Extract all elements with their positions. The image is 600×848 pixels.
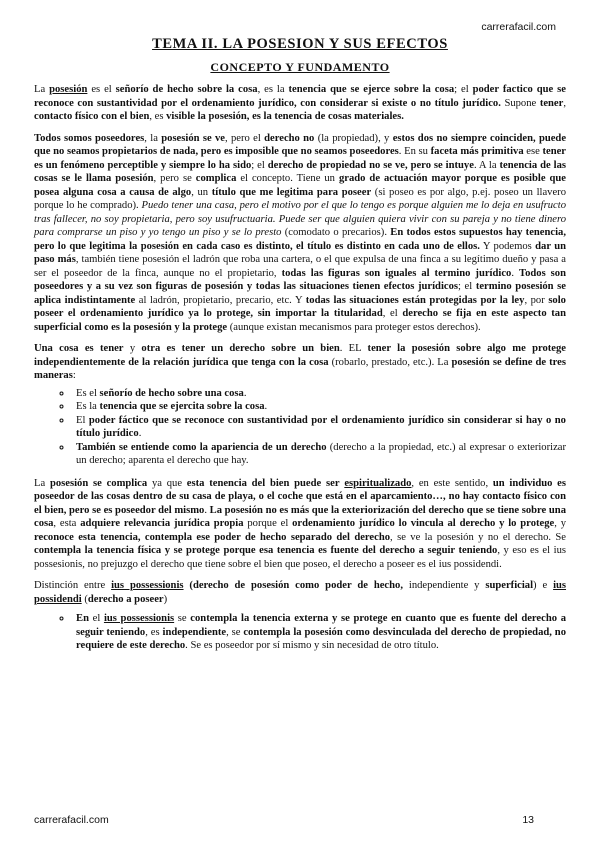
footer-site-name: carrerafacil.com [34,814,109,826]
section-subtitle: CONCEPTO Y FUNDAMENTO [210,60,390,74]
page-number: 13 [522,814,534,826]
paragraph-distincion: Distinción entre ius possessionis (derecho de posesión como poder de hecho, independiente y superficial) e ius possidendi (derecho a poseer) [34,580,567,605]
paragraph-espiritualizado: La posesión se complica ya que esta tenencia del bien puede ser espiritualizado, en este sentido, un individuo es poseedor de las cosas dentro de su casa de playa, o el coche que está en el aparcamiento…, no hay contacto físico con el bien, pero se es poseedor del mismo. La posesión no es más que la exteriorización del derecho que se tiene sobre una cosa, esta adquiere relevancia jurídica propia porque el ordenamiento jurídico lo vincula al derecho y lo protege, y reconoce esta tenencia, contempla ese poder de hecho separado del derecho, se ve la posesión y no el derecho. Se contempla la tenencia física y se protege porque esa tenencia es fuente del derecho a seguir teniendo, y eso es el ius possesionis, no prejuzgo el derecho que tiene sobre el bien que poseo, el derecho a poseer es el ius possidendi. [34,477,567,570]
header-site-name: carrerafacil.com [481,21,556,33]
list-item: ◦ Es la tenencia que se ejercita sobre la cosa. [72,400,566,414]
paragraph-poseedores: Todos somos poseedores, la posesión se ve, pero el derecho no (la propiedad), y estos dos no siempre coinciden, puede que no seamos propietarios de nada, pero es imposible que no seamos poseedores. En su faceta más primitiva ese tener es un fenómeno perceptible y siempre lo ha sido; el derecho de propiedad no se ve, pero se intuye. A la tenencia de las cosas se le llama posesión, pero se complica el concepto. Tiene un grado de actuación mayor porque es posible que posea alguna cosa a causa de algo, un título que me legitima para poseer (si poseo es por algo, p.ej. poseo un llavero porque lo he comprado). Puedo tener una casa, pero el motivo por el que lo tengo es porque alguien me lo deja en usufructo tras fallecer, no soy propietaria, pero soy usufructuaria. Puede ser que alguien quiera vivir con su pareja y no tiene dinero para comprarse un piso y yo tengo un piso y se lo presto (comodato o precarios). En todos estos supuestos hay tenencia, pero lo que legitima la posesión en cada caso es distinto, el título es distinto en cada uno de ellos. Y podemos dar un paso más, también tiene posesión el ladrón que roba una cartera, o el que expulsa de una finca a su legítimo dueño y pasa a ser el poseedor de la finca, aunque no el propietario, todas las figuras son iguales al termino jurídico. Todos son poseedores y a su vez son figuras de posesión y todas las situaciones tienen efectos jurídicos; el termino posesión se aplica indistintamente al ladrón, propietario, precario, etc. Y todas las situaciones están protegidas por la ley, por solo poseer el ordenamiento jurídico ya lo protege, sin importar la titularidad, el derecho se fija en este aspecto tan superficial como es la posesión y la protege (aunque existan mecanismos para proteger estos derechos). [34,132,567,333]
list-item: ◦ El poder fáctico que se reconoce con sustantividad por el ordenamiento jurídico sin considerar si hay o no título jurídico. [72,414,566,441]
list-item: ◦ Es el señorío de hecho sobre una cosa. [72,387,566,401]
paragraph-definition: La posesión es el señorío de hecho sobre la cosa, es la tenencia que se ejerce sobre la cosa; el poder factico que se reconoce con sustantividad por el ordenamiento jurídico, con considerar si existe o no título jurídico. Supone tener, contacto físico con el bien, es visible la posesión, es la tenencia de cosas materiales. [34,84,566,122]
paragraph-tener-vs-derecho: Una cosa es tener y otra es tener un derecho sobre un bien. EL tener la posesión sobre algo me protege independientemente de la relación jurídica que tenga con la cosa (robarlo, prestado, etc.). La posesión se define de tres maneras: [34,343,567,381]
list-item: ◦ También se entiende como la apariencia de un derecho (derecho a la propiedad, etc.) al expresar o exteriorizar un derecho; aparenta el derecho que hay. [72,441,566,468]
list-item: ◦ En el ius possessionis se contempla la tenencia externa y se protege en cuanto que es fuente del derecho a seguir teniendo, es independiente, se contempla la posesión como desvinculada del derecho de propiedad, no requiere de este derecho. Se es poseedor por sí mismo y sin necesidad de otro título. [72,612,566,653]
definitions-list [34,387,566,468]
page-title: TEMA II. LA POSESION Y SUS EFECTOS [152,36,448,52]
ius-possessionis-list [34,612,566,653]
document-body [34,83,566,653]
